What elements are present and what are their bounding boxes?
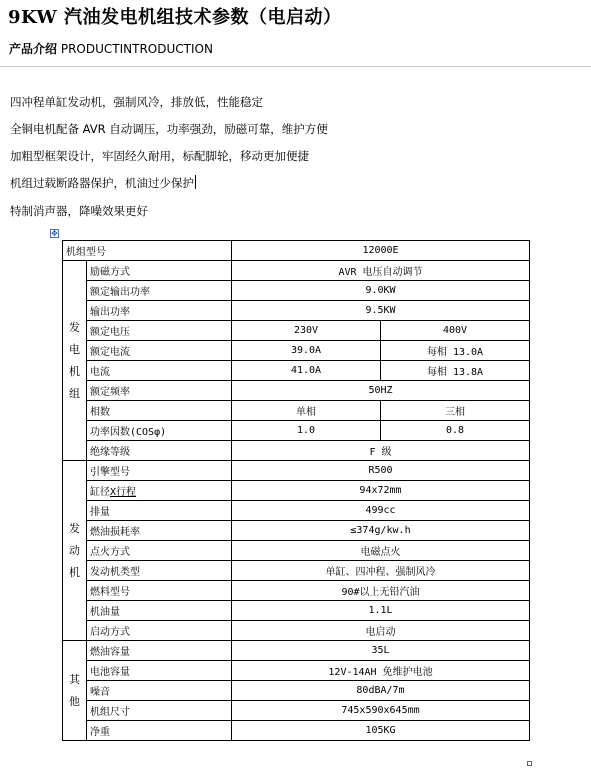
spec-table — [62, 240, 530, 741]
table-row — [63, 421, 530, 441]
row-value: F 级 — [232, 441, 530, 461]
table-row — [63, 581, 530, 601]
resize-square-icon[interactable] — [527, 761, 532, 766]
row-label: 排量 — [87, 501, 232, 521]
row-value: 电磁点火 — [232, 541, 530, 561]
model-label: 机组型号 — [63, 241, 232, 261]
row-value-three-phase: 400V — [381, 321, 530, 341]
intro-line-3[interactable]: 加粗型框架设计，牢固经久耐用，标配脚轮，移动更加便捷 — [10, 149, 309, 163]
row-value: AVR 电压自动调节 — [232, 261, 530, 281]
intro-line-2[interactable]: 全铜电机配备 AVR 自动调压，功率强劲，励磁可靠，维护方便 — [10, 122, 328, 136]
row-value-three-phase: 0.8 — [381, 421, 530, 441]
table-row — [63, 401, 530, 421]
row-value: 499cc — [232, 501, 530, 521]
row-value-single-phase: 1.0 — [232, 421, 381, 441]
table-row — [63, 621, 530, 641]
row-label: 启动方式 — [87, 621, 232, 641]
table-row — [63, 281, 530, 301]
row-value: 电启动 — [232, 621, 530, 641]
row-label: 励磁方式 — [87, 261, 232, 281]
row-label: 电池容量 — [87, 661, 232, 681]
table-row — [63, 441, 530, 461]
row-value-three-phase: 每相 13.8A — [381, 361, 530, 381]
table-row — [63, 501, 530, 521]
row-label: 机油量 — [87, 601, 232, 621]
row-value: R500 — [232, 461, 530, 481]
row-value: 50HZ — [232, 381, 530, 401]
table-row — [63, 301, 530, 321]
row-label: 引擎型号 — [87, 461, 232, 481]
table-row — [63, 641, 530, 661]
row-value: 单缸、四冲程、强制风冷 — [232, 561, 530, 581]
header-divider — [0, 66, 591, 67]
subtitle-en: PRODUCTINTRODUCTION — [60, 42, 213, 56]
row-value-single-phase: 230V — [232, 321, 381, 341]
table-row — [63, 381, 530, 401]
intro-line-4[interactable] — [10, 175, 196, 191]
table-row — [63, 661, 530, 681]
row-label: 额定输出功率 — [87, 281, 232, 301]
table-row — [63, 481, 530, 501]
row-label: 电流 — [87, 361, 232, 381]
row-label: 输出功率 — [87, 301, 232, 321]
row-label: 点火方式 — [87, 541, 232, 561]
group-label-generator: 发 电 机 组 — [63, 261, 87, 461]
row-value-single-phase: 39.0A — [232, 341, 381, 361]
row-value: 90#以上无铅汽油 — [232, 581, 530, 601]
page-title: 9KW 汽油发电机组技术参数（电启动） — [8, 7, 342, 28]
row-label: 燃油损耗率 — [87, 521, 232, 541]
section-subtitle — [9, 40, 213, 57]
row-value: 745x590x645mm — [232, 701, 530, 721]
row-value: 94x72mm — [232, 481, 530, 501]
row-label: 额定电流 — [87, 341, 232, 361]
row-label: 燃料型号 — [87, 581, 232, 601]
row-label: 净重 — [87, 721, 232, 741]
row-value-single-phase: 单相 — [232, 401, 381, 421]
intro-line-4-text: 机组过载断路器保护，机油过少保护 — [10, 176, 194, 190]
row-value: 9.0KW — [232, 281, 530, 301]
row-label: 相数 — [87, 401, 232, 421]
row-label: 发动机类型 — [87, 561, 232, 581]
table-row — [63, 601, 530, 621]
table-row — [63, 541, 530, 561]
row-label: 绝缘等级 — [87, 441, 232, 461]
table-row — [63, 701, 530, 721]
table-row — [63, 681, 530, 701]
table-row — [63, 341, 530, 361]
table-row — [63, 721, 530, 741]
text-cursor — [195, 175, 196, 189]
row-value: 9.5KW — [232, 301, 530, 321]
row-label: 噪音 — [87, 681, 232, 701]
row-label: 额定频率 — [87, 381, 232, 401]
group-label-other: 其 他 — [63, 641, 87, 741]
row-value-three-phase: 三相 — [381, 401, 530, 421]
table-row — [63, 561, 530, 581]
model-value: 12000E — [232, 241, 530, 261]
row-label: 缸径X行程 — [87, 481, 232, 501]
table-row — [63, 461, 530, 481]
row-label: 功率因数(COSφ) — [87, 421, 232, 441]
row-value-three-phase: 每相 13.0A — [381, 341, 530, 361]
table-row — [63, 361, 530, 381]
row-label: 燃油容量 — [87, 641, 232, 661]
row-label: 机组尺寸 — [87, 701, 232, 721]
row-value: 1.1L — [232, 601, 530, 621]
move-arrows-icon[interactable]: ✥ — [51, 229, 58, 238]
table-row — [63, 261, 530, 281]
row-label: 额定电压 — [87, 321, 232, 341]
row-value: 12V-14AH 免维护电池 — [232, 661, 530, 681]
row-value: ≤374g/kw.h — [232, 521, 530, 541]
row-value-single-phase: 41.0A — [232, 361, 381, 381]
table-row — [63, 521, 530, 541]
table-row — [63, 321, 530, 341]
group-label-engine: 发 动 机 — [63, 461, 87, 641]
row-value: 105KG — [232, 721, 530, 741]
subtitle-cn: 产品介绍 — [9, 42, 58, 56]
intro-line-1[interactable]: 四冲程单缸发动机，强制风冷，排放低，性能稳定 — [10, 95, 263, 109]
row-value: 35L — [232, 641, 530, 661]
intro-line-5[interactable]: 特制消声器，降噪效果更好 — [10, 204, 148, 218]
row-value: 80dBA/7m — [232, 681, 530, 701]
table-row — [63, 241, 530, 261]
